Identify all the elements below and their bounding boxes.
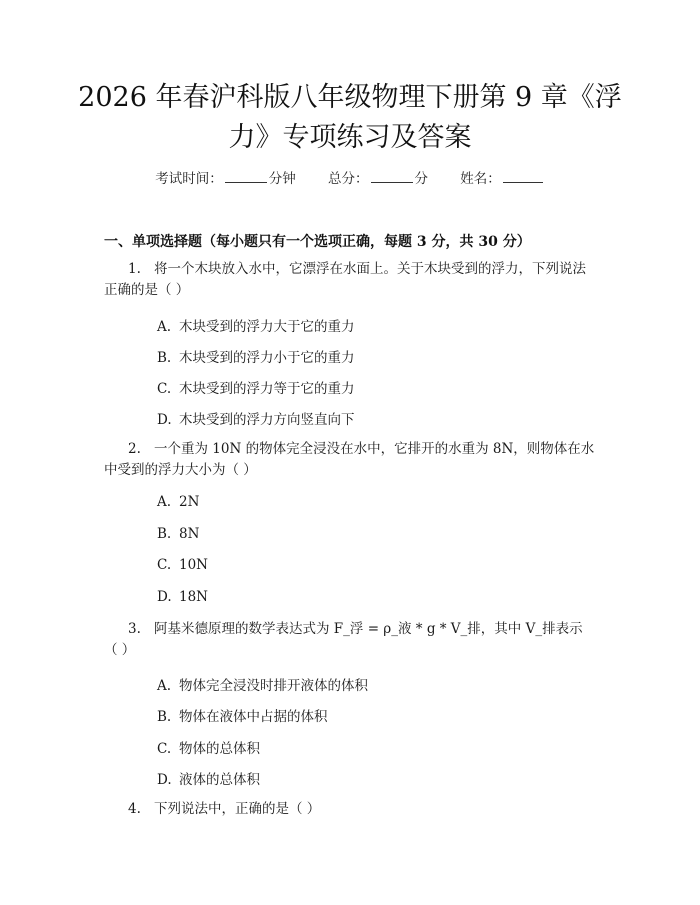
option-text: 物体完全浸没时排开液体的体积: [179, 678, 368, 694]
question-1-option-b: [157, 346, 355, 366]
question-2-option-c: [157, 557, 208, 573]
option-text: 物体的总体积: [179, 741, 260, 757]
option-text: 木块受到的浮力方向竖直向下: [179, 412, 355, 428]
option-text: 8N: [179, 526, 200, 542]
exam-time-blank: [225, 170, 267, 183]
exam-time-unit: 分钟: [268, 171, 296, 187]
option-text: 木块受到的浮力等于它的重力: [179, 381, 355, 397]
question-3: [104, 619, 599, 661]
question-number: 3.: [128, 621, 141, 637]
option-text: 10N: [179, 557, 208, 573]
option-letter: C.: [157, 557, 172, 573]
option-text: 木块受到的浮力大于它的重力: [179, 319, 355, 335]
total-score-blank: [371, 170, 413, 183]
question-number: 4.: [128, 801, 141, 817]
question-text-line-2: 正确的是（ ）: [104, 282, 190, 298]
option-text: 液体的总体积: [179, 772, 260, 788]
option-letter: C.: [157, 381, 172, 397]
name-field: [460, 171, 545, 187]
question-1-option-a: [157, 315, 355, 335]
question-3-option-a: [157, 674, 368, 694]
question-number: 2.: [128, 441, 141, 457]
option-text: 物体在液体中占据的体积: [179, 709, 328, 725]
option-letter: D.: [157, 412, 172, 428]
total-score-label: 总分：: [328, 171, 369, 187]
option-text: 木块受到的浮力小于它的重力: [179, 350, 355, 366]
name-blank: [503, 170, 543, 183]
question-text-line-1: 一个重为 10N 的物体完全浸没在水中，它排开的水重为 8N，则物体在水: [154, 441, 595, 457]
total-score-field: [328, 171, 428, 187]
question-2-option-d: [157, 589, 208, 605]
exam-time-label: 考试时间：: [155, 171, 223, 187]
option-letter: C.: [157, 741, 172, 757]
question-1: [104, 259, 599, 301]
option-letter: A.: [157, 319, 172, 335]
option-letter: A.: [157, 678, 172, 694]
question-3-option-d: [157, 768, 260, 788]
question-text-line-1: 下列说法中，正确的是（ ）: [154, 801, 321, 817]
document-title: [60, 78, 640, 158]
title-line-1: 2026 年春沪科版八年级物理下册第 9 章《浮: [78, 82, 622, 113]
exam-time-field: [155, 171, 296, 187]
question-1-option-c: [157, 377, 355, 397]
total-score-unit: 分: [414, 171, 428, 187]
question-2-option-b: [157, 526, 199, 542]
question-text-line-2: （ ）: [104, 642, 136, 658]
question-4: [104, 799, 599, 820]
option-letter: B.: [157, 709, 172, 725]
option-letter: B.: [157, 350, 172, 366]
option-text: 2N: [179, 494, 200, 510]
question-2-option-a: [157, 494, 199, 510]
name-label: 姓名：: [460, 171, 501, 187]
option-letter: D.: [157, 589, 172, 605]
exam-info-line: [0, 167, 700, 187]
question-text-line-1: 将一个木块放入水中，它漂浮在水面上。关于木块受到的浮力，下列说法: [154, 261, 586, 277]
question-1-option-d: [157, 408, 355, 428]
option-text: 18N: [179, 589, 208, 605]
question-number: 1.: [128, 261, 141, 277]
option-letter: A.: [157, 494, 172, 510]
section-heading: 一、单项选择题（每小题只有一个选项正确，每题 3 分，共 30 分）: [104, 234, 531, 250]
question-3-option-c: [157, 737, 260, 757]
option-letter: B.: [157, 526, 172, 542]
question-3-option-b: [157, 705, 328, 725]
title-line-2: 力》专项练习及答案: [228, 122, 472, 153]
question-2: [104, 439, 599, 481]
option-letter: D.: [157, 772, 172, 788]
question-text-line-1: 阿基米德原理的数学表达式为 F_浮 = ρ_液 * g * V_排，其中 V_排表示: [154, 621, 583, 637]
question-text-line-2: 中受到的浮力大小为（ ）: [104, 462, 257, 478]
